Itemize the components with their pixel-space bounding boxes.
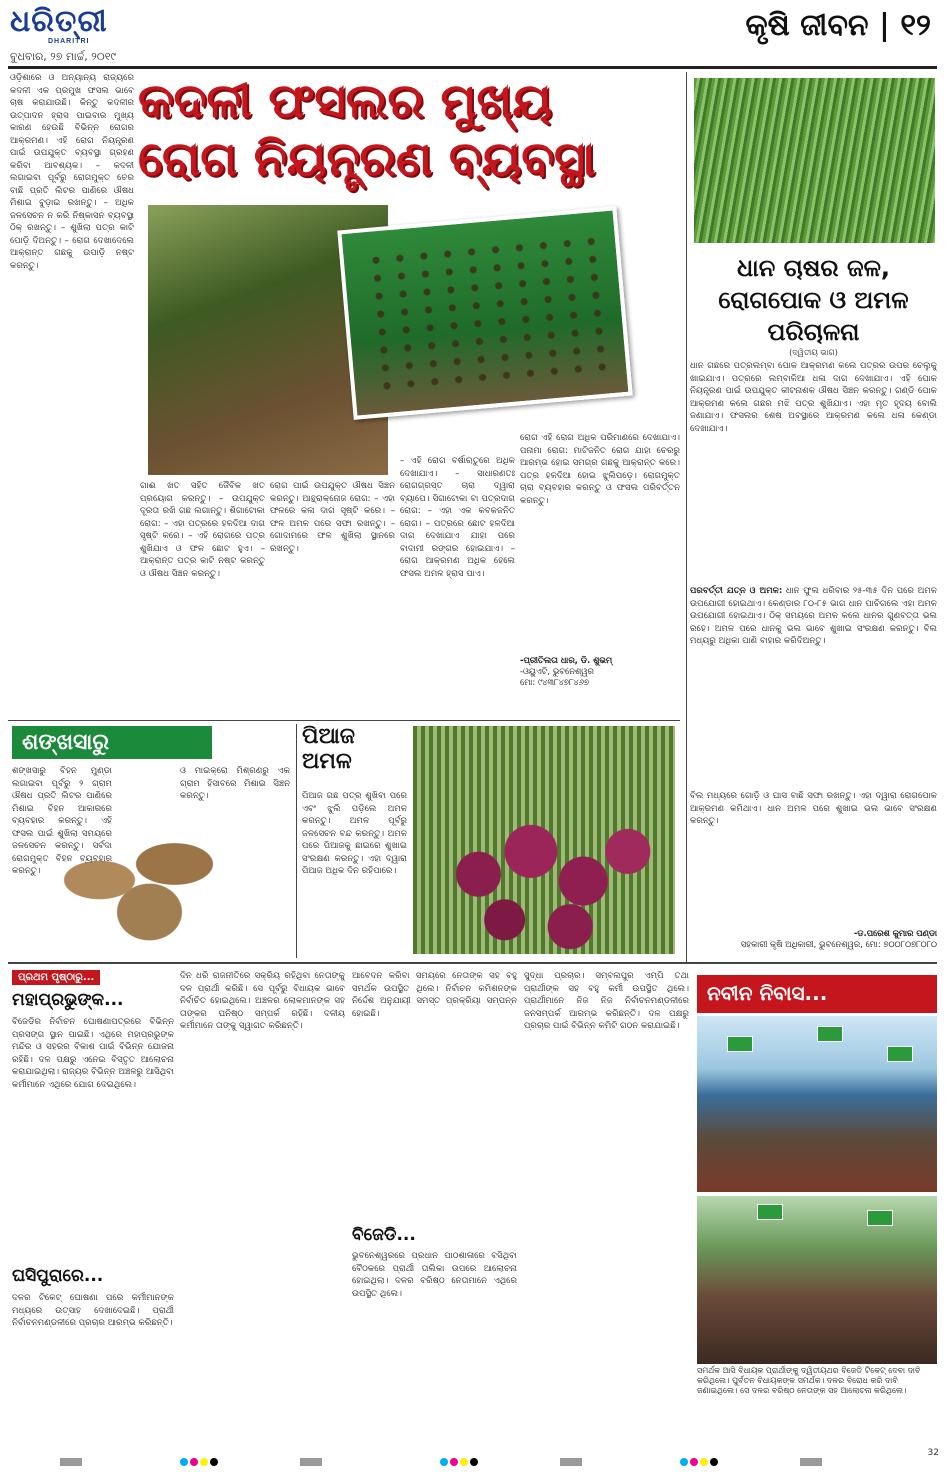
banana-author-block bbox=[520, 655, 680, 688]
banana-headline bbox=[138, 72, 678, 188]
politics-col-1b: ଦଳର ଟିକେଟ୍ ଘୋଷଣା ପରେ କର୍ମୀମାନଙ୍କ ମଧ୍ୟରେ ଉତ୍ସାହ ଦେଖାଦେଇଛି। ପ୍ରାର୍ଥୀ ନିର୍ବାଚନମଣ୍ଡଳୀରେ ପ୍ରଚାର ଆରମ୍ଭ କରିଛନ୍ତି। bbox=[12, 1293, 174, 1328]
rice-field-photo bbox=[694, 78, 935, 243]
politics-head-3: ବିଜେଡି... bbox=[352, 1225, 416, 1245]
banana-headline-line1: କଦଳୀ ଫସଲର ମୁଖ୍ୟ bbox=[138, 73, 552, 129]
rice-headline: ଧାନ ଚାଷର ଜଳ, ରୋଗପୋକ ଓ ଅମଳ ପରିଚାଳନା bbox=[718, 254, 909, 346]
onion-photo bbox=[413, 726, 675, 954]
politics-col-1: ବିଜେଡିର ନିର୍ବାଚନ ଘୋଷଣାପତ୍ରରେ ବିଭିନ୍ନ ପ୍ରସଙ୍ଗ ସ୍ଥାନ ପାଇଛି। ଏଥିରେ ମହାପ୍ରଭୁଙ୍କ ମନ୍ଦିର ଓ ସହରର ବିକାଶ ପାଇଁ ବିଭିନ୍ନ ଯୋଜନା ରହିଛି। ଦଳ ପକ୍ଷରୁ ଏନେଇ ବିସ୍ତୃତ ଆଲୋଚନା କରାଯାଇଥିଲା। ରାଜ୍ୟର ବିଭିନ୍ନ ଅଞ୍ଚଳରୁ ଆସିଥିବା କର୍ମୀମାନେ ଏଥିରେ ଯୋଗ ଦେଇଥିଲେ। bbox=[12, 1017, 174, 1090]
onion-body: ପିଆଜ ଗଛ ପତ୍ର ଶୁଖିବା ପରେ ଏବଂ ଝୁଲି ପଡ଼ିଲେ ଅମଳ କରନ୍ତୁ। ଅମଳ ପୂର୍ବରୁ ଜଳସେଚନ ବନ୍ଦ କରନ୍ତୁ। ଅମଳ ପରେ ପିଆଜକୁ ଛାଇରେ ଶୁଖାଇ ସଂରକ୍ଷଣ କରନ୍ତୁ। ଏହା ଦ୍ୱାରା ପିଆଜ ଅଧିକ ଦିନ ରହିପାରେ। bbox=[302, 791, 407, 876]
banana-column-4: – ଏହି ରୋଗ ବର୍ଷାଋତୁରେ ଅଧିକ ଦେଖାଯାଏ। – ସାଧାରଣତଃ ରୋଗଗ୍ରସ୍ତ ଚାରା ଦ୍ୱାରା ବ୍ୟାପେ। ସିଗାଟୋକା ବା ପତ୍ରଦାଗ ରୋଗ: – ଏହା ଏକ କବକଜନିତ ରୋଗ। – ପତ୍ରରେ ଛୋଟ ହଳଦିଆ ଦାଗ ଦେଖାଯାଏ ଯାହା ପରେ ବାଦାମୀ ରଙ୍ଗର ହୋଇଯାଏ। – ରୋଗ ଆକ୍ରମଣ ଅଧିକ ହେଲେ ଫସଲ ଅମଳ ହ୍ରାସ ପାଏ। bbox=[400, 456, 515, 579]
politics-col-4: ସୁଦ୍ଧା ପ୍ରଚାର। ସମ୍ବଲପୁର ଏମ୍ପି ତଥା ପ୍ରାର୍ଥୀଙ୍କ ସହ ବହୁ କର୍ମୀ ଉପସ୍ଥିତ ଥିଲେ। ପ୍ରାର୍ଥୀମାନେ ନିଜ ନିଜ ନିର୍ବାଚନମଣ୍ଡଳୀରେ ଜନସମ୍ପର୍କ ଆରମ୍ଭ କରିଛନ୍ତି। ଦଳ ପକ୍ଷରୁ ପ୍ରଚାର ପାଇଁ ବିଭିନ୍ନ କମିଟି ଗଠନ କରାଯାଇଛି। bbox=[524, 971, 689, 1031]
section-divider-top bbox=[8, 720, 680, 721]
crowd-photo-1 bbox=[697, 1016, 937, 1192]
photo-caption bbox=[697, 1366, 937, 1396]
page-number: 32 bbox=[927, 1448, 939, 1458]
rice-subheading: (ଦ୍ୱିତୀୟ ଭାଗ) bbox=[789, 348, 838, 357]
taro-body: ଶଙ୍ଖସାରୁ ବିହନ ମୁଣ୍ଡା ଲଗାଇବା ପୂର୍ବରୁ ୨ ଗ୍ରାମ ଔଷଧ ପ୍ରତି ଲିଟର ପାଣିରେ ମିଶାଇ ବିହନ ଆକାରରେ ବ୍ୟବହାର କରନ୍ତୁ। ଏହି ଫସଲ ପାଇଁ ଶୁଖିଲା ସମୟରେ ଜଳସେଚନ କରନ୍ତୁ। ସର୍ବଦା ରୋଗମୁକ୍ତ ବିହନ ବ୍ୟବହାର କରନ୍ତୁ। bbox=[12, 766, 112, 876]
rice-author-block bbox=[690, 928, 937, 950]
masthead-rule bbox=[8, 66, 937, 69]
politics-col-3: ଆବେଦନ କରିବା ସମୟରେ ନେତାଙ୍କ ସହ ବହୁ ସମର୍ଥକ ଉପସ୍ଥିତ ଥିଲେ। ନିର୍ବାଚନ କମିଶନଙ୍କ ନିର୍ଦ୍ଦେଶ ଅନୁଯାୟୀ ସମସ୍ତ ପ୍ରକ୍ରିୟା ସମ୍ପନ୍ନ ହୋଇଛି। bbox=[352, 971, 517, 1019]
taro-title: ଶଙ୍ଖସାରୁ bbox=[12, 726, 212, 759]
crowd-photo-2 bbox=[697, 1196, 937, 1364]
caption-1: ସମର୍ଥକ ଆସି ବିଧାୟକ ପ୍ରାର୍ଥୀଙ୍କୁ ଦ୍ୱିତୀୟଥର ବିଜେଡି ଟିକେଟ୍ ଦେବା ଦାବି କରିଥିଲେ। bbox=[697, 1366, 921, 1385]
onion-title-line1: ପିଆଜ bbox=[302, 724, 355, 749]
section-page-no: ୧୨ bbox=[900, 8, 931, 43]
rice-subsection-title: ପରବର୍ତ୍ତୀ ଯତ୍ନ ଓ ଅମଳ: bbox=[690, 586, 783, 596]
rice-body-1: ଧାନ ଗଛରେ ପତ୍ରଲମ୍ବା ପୋକ ଆକ୍ରମଣ କଲେ ପତ୍ରର ଉପର ଚେଲୁକୁ ଖାଇଯାଏ। ପତ୍ରରେ ଲମ୍ବାଳିଆ ଧଳା ଦାଗ ଦେଖାଯାଏ। ଏହି ପୋକ ନିୟନ୍ତ୍ରଣ ପାଇଁ ଉପଯୁକ୍ତ କୀଟନାଶକ ଔଷଧ ସିଞ୍ଚନ କରନ୍ତୁ। ଗଣ୍ଡି ପୋକ ଆକ୍ରମଣ କଲେ ଗଛର ମଝି ପତ୍ର ଶୁଖିଯାଏ। ଏହା ମୃତ ହୃଦୟ ବୋଲି ଜଣାଯାଏ। ଫସଲର ଶେଷ ଅବସ୍ଥାରେ ଆକ୍ରମଣ କଲେ ଧଳା କେଣ୍ଡା ଦେଖାଯାଏ। bbox=[690, 361, 937, 434]
banana-column-5: ରୋଗ ଏହି ରୋଗ ଅଧିକ ପରିମାଣରେ ଦେଖାଯାଏ। ପନାମା ରୋଗ: ମାଟିଜନିତ ରୋଗ ଯାହା ଚେରରୁ ଆରମ୍ଭ ହୋଇ ସମଗ୍ର ଗଛକୁ ଆକ୍ରାନ୍ତ କରେ। ପତ୍ର ହଳଦିଆ ହୋଇ ଝୁଲିପଡ଼େ। ରୋଗମୁକ୍ତ ଚାରା ବ୍ୟବହାର କରନ୍ତୁ ଓ ଫସଲ ପରିବର୍ତ୍ତନ କରନ୍ତୁ। bbox=[520, 433, 680, 506]
taro-body-right: ଓ ମାଇକ୍ରୋ ମିଶ୍ରଣରୁ ଏକ ଗ୍ରାମ ହିସାବରେ ମିଶାଇ ସିଞ୍ଚନ କରନ୍ତୁ। bbox=[180, 766, 290, 801]
banana-column-1: ଓଡ଼ିଶାରେ ଓ ଅନ୍ୟାନ୍ୟ ରାଜ୍ୟରେ କଦଳୀ ଏକ ପ୍ରମୁଖ ଫସଲ ଭାବେ ଚାଷ କରାଯାଉଛି। କିନ୍ତୁ କଦଳୀର ଉତ୍ପାଦନ ହ୍ରାସ ପାଇବାର ମୁଖ୍ୟ କାରଣ ହେଉଛି ବିଭିନ୍ନ ରୋଗର ଆକ୍ରମଣ। ଏହି ରୋଗ ନିୟନ୍ତ୍ରଣ ପାଇଁ ଉପଯୁକ୍ତ ବ୍ୟବସ୍ଥା ଗ୍ରହଣ କରିବା ଆବଶ୍ୟକ। – କଦଳୀ ଲଗାଇବା ପୂର୍ବରୁ ରୋଗମୁକ୍ତ ଚେର ବାଛି ପ୍ରତି ଲିଟର ପାଣିରେ ଔଷଧ ମିଶାଇ ବୁଡ଼ାଇ ରଖନ୍ତୁ। – ଅଧିକ ଜଳସେଚନ ନ କରି ନିଷ୍କାସନ ବ୍ୟବସ୍ଥା ଠିକ୍ ରଖନ୍ତୁ। – ଶୁଖିଲା ପତ୍ର କାଟି ପୋଡ଼ି ଦିଅନ୍ତୁ। – ରୋଗ ଦେଖାଦେଲେ ଆକ୍ରାନ୍ତ ଗଛକୁ ଉପାଡ଼ି ନଷ୍ଟ କରନ୍ତୁ। bbox=[10, 73, 134, 271]
continued-label: ପ୍ରଥମ ପୃଷ୍ଠାରୁ... bbox=[12, 970, 100, 985]
politics-head-1: ମହାପ୍ରଭୁଙ୍କ... bbox=[12, 990, 124, 1010]
politics-col-2: ଦିନ ଧରି ରାଜନୀତିରେ ସକ୍ରିୟ ରହିଥିବା ନେତାଙ୍କୁ ଦଳ ପ୍ରାର୍ଥୀ କରିଛି। ସେ ପୂର୍ବରୁ ବିଧାୟକ ଭାବେ ନିର୍ବାଚିତ ହୋଇଥିଲେ। ଅଞ୍ଚଳର ଲୋକମାନଙ୍କ ସହ ତାଙ୍କର ଘନିଷ୍ଠ ସମ୍ପର୍କ ରହିଛି। ଦଳୀୟ କର୍ମୀମାନେ ତାଙ୍କୁ ସ୍ୱାଗତ କରିଛନ୍ତି। bbox=[180, 971, 345, 1031]
politics-head-2: ଘସିପୁରାରେ... bbox=[12, 1266, 104, 1286]
rice-author: -ଡ.ପରେଶ କୁମାର ପଣ୍ଡା bbox=[853, 928, 937, 938]
banana-affiliation: -ଓୟୁଏଟି, ଭୁବନେଶ୍ୱର bbox=[520, 666, 594, 676]
taro-divider bbox=[296, 724, 297, 958]
banana-headline-line2: ରୋଗ ନିୟନ୍ତ୍ରଣ ବ୍ୟବସ୍ଥା bbox=[138, 131, 596, 187]
section-heading bbox=[745, 8, 931, 43]
onion-title bbox=[302, 724, 407, 774]
banana-leaf-photo bbox=[337, 206, 632, 420]
print-registration-strip bbox=[0, 1452, 945, 1472]
banana-author: -ପ୍ରୀତିଲତା ଧାର, ଡି. ଶୁଭମ୍ bbox=[520, 655, 613, 665]
banana-column-2: ଗାଈ ଖତ ସହିତ ଜୈବିକ ଖତ ପ୍ରୟୋଗ କରନ୍ତୁ। – ଉପଯୁକ୍ତ ଦୂରତା ରଖି ଗଛ ଲଗାନ୍ତୁ। ଶିଗାଟୋକା ରୋଗ: – ଏହା ପତ୍ରରେ ହଳଦିଆ ଦାଗ ସୃଷ୍ଟି କରେ। – ଏହି ରୋଗରେ ପତ୍ର ଶୁଖିଯାଏ ଓ ଫଳ ଛୋଟ ହୁଏ। – ଆକ୍ରାନ୍ତ ପତ୍ର କାଟି ନଷ୍ଟ କରନ୍ତୁ ଓ ଔଷଧ ସିଞ୍ଚନ କରନ୍ତୁ। bbox=[140, 481, 265, 579]
section-divider-bottom bbox=[8, 962, 937, 964]
dateline: ବୁଧବାର, ୨୭ ମାର୍ଚ୍ଚ, ୨୦୧୯ bbox=[10, 50, 116, 63]
column-divider bbox=[686, 72, 687, 962]
logo-text: ଧରିତ୍ରୀ bbox=[10, 4, 108, 39]
logo-subtext: DHARITRI bbox=[48, 38, 90, 45]
rice-affiliation: ସହକାରୀ କୃଷି ଅଧିକାରୀ, ଭୁବନେଶ୍ୱର, ମୋ: ୭୦୦୮୦୭୮୦୮୦ bbox=[740, 939, 937, 949]
section-title: କୃଷି ଜୀବନ bbox=[745, 8, 869, 43]
banana-column-3: ରୋଗ ପାଇଁ ଉପଯୁକ୍ତ ଔଷଧ ସିଞ୍ଚନ କରନ୍ତୁ। ଆନ୍ଥ୍ରାକ୍ନୋଜ ରୋଗ: – ଏହା ଫଳରେ କଳା ଦାଗ ସୃଷ୍ଟି କରେ। – ଫଳ ଅମଳ ପରେ ସଫା ରଖନ୍ତୁ। – ଗୋଦାମରେ ଫଳ ଶୁଖିଲା ସ୍ଥାନରେ ରଖନ୍ତୁ। bbox=[270, 481, 395, 554]
banana-phone: ମୋ: ୯୪୩୮୪୭୮୪୬୭ bbox=[520, 677, 589, 687]
politics-col-3b: ଭୁବନେଶ୍ୱରରେ ପ୍ରଧାନ ପାଠଶାଳାରେ ବସିଥିବା ବୈଠକରେ ପ୍ରାର୍ଥୀ ତାଲିକା ଉପରେ ଆଲୋଚନା ହୋଇଥିଲା। ଦଳର ବରିଷ୍ଠ ନେତାମାନେ ଏଥିରେ ଉପସ୍ଥିତ ଥିଲେ। bbox=[352, 1251, 517, 1299]
rice-subsection-text: ଧାନ ଫୁଲ ଧରିବାର ୨୫-୩୫ ଦିନ ପରେ ଅମଳ ଉପଯୋଗୀ ହୋଇଥାଏ। କେଣ୍ଡାର ୮୦-୮୫ ଭାଗ ଧାନ ପାଚିଗଲେ ଏହା ଅମଳ ଉପଯୋଗୀ ହୋଇଥାଏ। ଠିକ୍ ସମୟରେ ଅମଳ କଲେ ଧାନର ଗୁଣବତ୍ତା ଭଲ ରହେ। ଅମଳ ପରେ ଧାନକୁ ଭଲ ଭାବେ ଶୁଖାଇ ସଂରକ୍ଷଣ କରନ୍ତୁ। ବିଲ ମଧ୍ୟରୁ ଅଧିକା ପାଣି ବାହାର କରିଦିଅନ୍ତୁ। bbox=[690, 586, 937, 646]
onion-title-line2: ଅମଳ bbox=[302, 749, 352, 774]
masthead-logo bbox=[10, 6, 180, 50]
navin-title: ନବୀନ ନିବାସ... bbox=[697, 975, 937, 1013]
section-divider: | bbox=[879, 8, 890, 43]
rice-body-2 bbox=[690, 585, 937, 785]
rice-body-3: ବିଲ ମଧ୍ୟରେ ଗୋଡ଼ି ଓ ଘାସ ବାଛି ସଫା ରଖନ୍ତୁ। ଏହା ଦ୍ୱାରା ରୋଗପୋକ ଆକ୍ରମଣ କମିଥାଏ। ଧାନ ଅମଳ ପରେ ଶୁଖାଇ ଭଲ ଭାବେ ସଂରକ୍ଷଣ କରନ୍ତୁ। bbox=[690, 791, 937, 826]
caption-2: ପୁର୍ବତନ ବିଧାୟକଙ୍କ ସମର୍ଥକ। ଦଳର ବିରୋଧ କରି ଦାବି ଜଣାଇଥିଲେ। ସେ ଦଳର ବରିଷ୍ଠ ନେତାଙ୍କ ସହ ଆଲୋଚନା କରିଥିଲେ। bbox=[697, 1376, 907, 1395]
